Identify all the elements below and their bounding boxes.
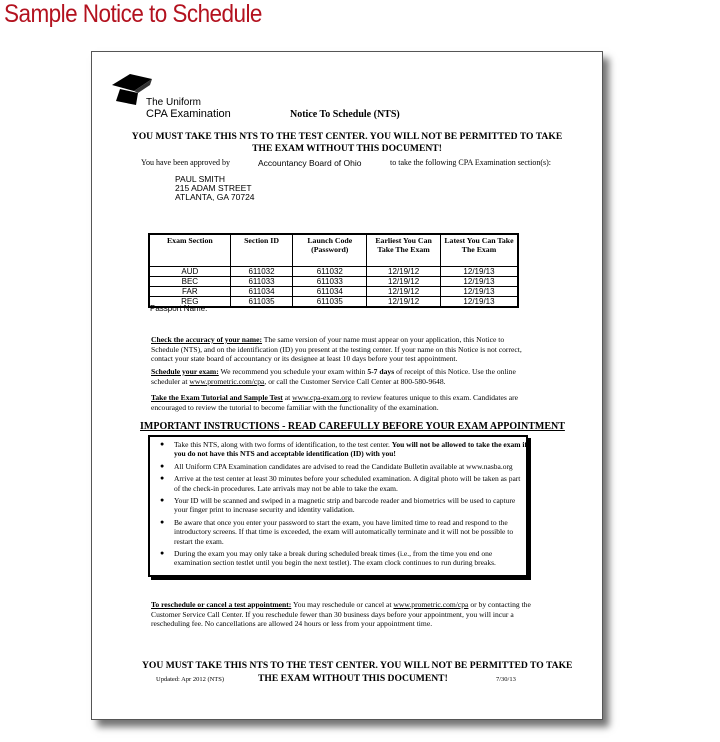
bullet-icon: ● [160, 549, 165, 558]
table-cell: 611034 [293, 287, 367, 297]
address-street: 215 ADAM STREET [175, 183, 252, 193]
cpa-logo [108, 71, 238, 123]
table-cell: FAR [149, 287, 230, 297]
table-header-row [149, 234, 518, 267]
table-cell: 12/19/13 [440, 297, 518, 308]
instruction-text: Your ID will be scanned and swiped in a magnetic strip and barcode reader and biometrics will be used to capture your finger print to increase security and identity validation. [174, 496, 516, 515]
table-cell: 12/19/12 [367, 277, 441, 287]
header-launch-code: Launch Code (Password) [293, 234, 367, 267]
approval-suffix: to take the following CPA Examination section(s): [390, 158, 552, 167]
instruction-text: During the exam you may only take a break during scheduled break times (i.e., from the time you end one examination section testlet until you begin the next testlet). The exam clock continues to run during breaks. [174, 549, 496, 568]
schedule-text-b: of receipt of this Notice. Use the online scheduler at [151, 367, 516, 386]
exam-schedule-table [148, 233, 519, 308]
list-item [158, 549, 528, 568]
table-cell: 12/19/13 [440, 267, 518, 277]
prometric-link[interactable]: www.prometric.com/cpa [189, 376, 265, 386]
tutorial-text-a: at [284, 393, 291, 402]
logo-line1: The Uniform [146, 97, 202, 108]
tutorial-paragraph [151, 393, 531, 412]
instruction-text: All Uniform CPA Examination candidates are advised to read the Candidate Bulletin available at www.nasba.org [174, 461, 513, 471]
list-item [158, 462, 528, 471]
footer-warning-line1: YOU MUST TAKE THIS NTS TO THE TEST CENTER. YOU WILL NOT BE PERMITTED TO TAKE [142, 660, 573, 671]
schedule-days: 5-7 days [367, 367, 395, 376]
page-heading: Sample Notice to Schedule [4, 0, 262, 28]
check-name-paragraph [151, 335, 531, 364]
check-name-text: The same version of your name must appear on your application, this Notice to Schedule (NTS), and on the identification (ID) you present at the testing center. If your name on this Notice is not correct, contact your state board of accountancy or its designee at least 10 days before your test appointment. [151, 335, 522, 364]
table-cell: 611035 [230, 297, 293, 308]
warning-line2: THE EXAM WITHOUT THIS DOCUMENT! [252, 143, 442, 154]
bullet-icon: ● [160, 517, 165, 526]
table-cell: AUD [149, 267, 230, 277]
bullet-icon: ● [160, 496, 165, 505]
list-item [158, 440, 528, 459]
table-cell: 12/19/12 [367, 267, 441, 277]
instruction-emphasis: You will not be allowed to take the exam if you do not have this NTS and acceptable identification (ID) with you! [174, 440, 527, 459]
table-cell: 12/19/13 [440, 287, 518, 297]
table-row [149, 267, 518, 277]
table-cell: 611032 [293, 267, 367, 277]
logo-line2: CPA Examination [146, 108, 231, 120]
date-stamp: 7/30/13 [496, 676, 516, 683]
header-latest: Latest You Can Take The Exam [440, 234, 518, 267]
table-row [149, 277, 518, 287]
list-item [158, 474, 528, 493]
schedule-text-a: We recommend you schedule your exam within [220, 367, 366, 376]
address-city: ATLANTA, GA 70724 [175, 192, 255, 202]
warning-line1: YOU MUST TAKE THIS NTS TO THE TEST CENTER. YOU WILL NOT BE PERMITTED TO TAKE [131, 131, 563, 142]
footer-warning-line2: THE EXAM WITHOUT THIS DOCUMENT! [258, 673, 448, 684]
reschedule-label: To reschedule or cancel a test appointment: [151, 600, 292, 609]
bullet-icon: ● [160, 440, 165, 448]
table-cell: 611033 [230, 277, 293, 287]
table-cell: BEC [149, 277, 230, 287]
instruction-text: Be aware that once you enter your password to start the exam, you have limited time to read and respond to the introductory screens. If that time is exceeded, the exam will automatically terminate and it will not be possible to restart the exam. [174, 517, 514, 546]
approval-prefix: You have been approved by [141, 158, 230, 167]
important-instructions-list [158, 440, 528, 571]
list-item [158, 518, 528, 546]
important-heading [140, 421, 565, 432]
notice-title: Notice To Schedule (NTS) [290, 109, 400, 120]
schedule-paragraph [151, 367, 531, 386]
schedule-label: Schedule your exam: [151, 367, 219, 376]
schedule-text-c: , or call the Customer Service Call Center at 800-580-9648. [264, 376, 446, 386]
table-row [149, 287, 518, 297]
table-cell: 611035 [293, 297, 367, 308]
header-exam-section: Exam Section [149, 234, 230, 267]
table-cell: 611034 [230, 287, 293, 297]
reschedule-text-a: You may reschedule or cancel at [292, 600, 392, 609]
important-heading-a: IMPORTANT INSTRUCTIONS [140, 421, 280, 432]
reschedule-paragraph [151, 600, 531, 629]
tutorial-label: Take the Exam Tutorial and Sample Test [151, 393, 283, 402]
instruction-text: Arrive at the test center at least 30 minutes before your scheduled examination. A digital photo will be taken as part of the check-in procedures. Late arrivals may not be able to take the exam. [174, 474, 521, 493]
header-earliest: Earliest You Can Take The Exam [367, 234, 441, 267]
approval-board: Accountancy Board of Ohio [258, 158, 362, 168]
list-item [158, 496, 528, 515]
passport-name-label: Passport Name: [150, 304, 208, 313]
tutorial-text-b: to review features unique to this exam. Candidates are encouraged to review the tutorial to become familiar with the functionality of the examination. [151, 393, 518, 412]
header-section-id: Section ID [230, 234, 293, 267]
table-cell: 12/19/12 [367, 287, 441, 297]
table-cell: 12/19/13 [440, 277, 518, 287]
reschedule-link[interactable]: www.prometric.com/cpa [393, 600, 469, 609]
instruction-text: Take this NTS, along with two forms of identification, to the test center. [174, 440, 390, 449]
address-name: PAUL SMITH [175, 174, 226, 184]
cpa-exam-link[interactable]: www.cpa-exam.org [292, 393, 352, 402]
bullet-icon: ● [160, 474, 165, 483]
reschedule-text-b: or by contacting the Customer Service Call Center. If you reschedule fewer than 30 business days before your appointment, you will incur a rescheduling fee. No cancellations are allowed 24 hours or less from your appointment time. [151, 600, 531, 629]
table-cell: 611032 [230, 267, 293, 277]
updated-note: Updated: Apr 2012 (NTS) [156, 676, 225, 683]
check-name-label: Check the accuracy of your name: [151, 335, 263, 344]
table-cell: REG [149, 297, 230, 308]
table-cell: 611033 [293, 277, 367, 287]
table-cell: 12/19/12 [367, 297, 441, 308]
important-heading-b: - READ CAREFULLY BEFORE YOUR EXAM APPOINTMENT [279, 421, 565, 432]
bullet-icon: ● [160, 461, 165, 470]
